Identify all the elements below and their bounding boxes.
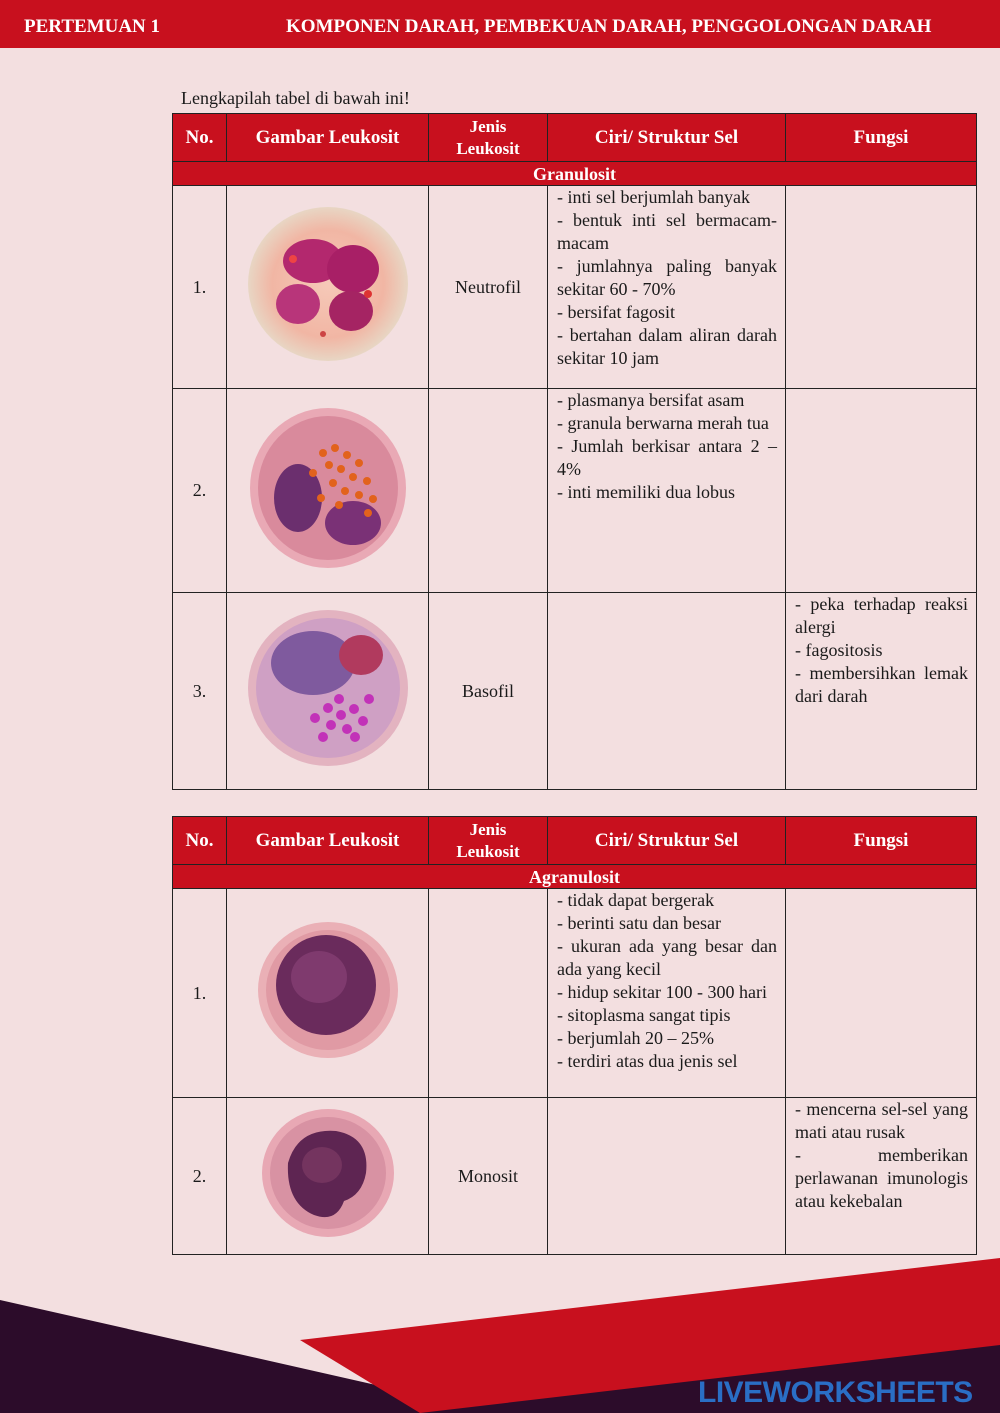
fungsi-input-cell[interactable] bbox=[786, 186, 977, 389]
col-no: No. bbox=[173, 817, 227, 865]
table-row bbox=[173, 889, 977, 1098]
lymphocyte-image bbox=[227, 889, 429, 1098]
leukocyte-type-input[interactable] bbox=[429, 389, 548, 593]
fungsi-input-cell[interactable] bbox=[786, 389, 977, 593]
ciri-cell: - inti sel berjumlah banyak - bentuk inti sel bermacam-macam - jumlahnya paling banyak sekitar 60 - 70% - bersifat fagosit - bertahan dalam aliran darah sekitar 10 jam bbox=[548, 186, 786, 389]
ciri-cell: - tidak dapat bergerak - berinti satu dan besar - ukuran ada yang besar dan ada yang kecil - hidup sekitar 100 - 300 hari - sitoplasma sangat tipis - berjumlah 20 – 25% - terdiri atas dua jenis sel bbox=[548, 889, 786, 1098]
page-header bbox=[0, 0, 1000, 48]
liveworksheets-logo: LIVEWORKSHEETS bbox=[698, 1376, 973, 1409]
fungsi-cell: - peka terhadap reaksi alergi - fagositosis - membersihkan lemak dari darah bbox=[786, 593, 977, 790]
fungsi-cell: - mencerna sel-sel yang mati atau rusak - memberikan perlawanan imunologis atau kekebalan bbox=[786, 1098, 977, 1255]
eosinophil-image bbox=[227, 389, 429, 593]
table-row bbox=[173, 389, 977, 593]
monocyte-image bbox=[227, 1098, 429, 1255]
leukocyte-type: Basofil bbox=[429, 593, 548, 790]
agranulosit-table bbox=[172, 816, 977, 1255]
fungsi-input-cell[interactable] bbox=[786, 889, 977, 1098]
group-label-granulosit: Granulosit bbox=[173, 162, 977, 186]
table-row bbox=[173, 593, 977, 790]
row-number: 3. bbox=[173, 593, 227, 790]
leukocyte-type: Monosit bbox=[429, 1098, 548, 1255]
row-number: 2. bbox=[173, 1098, 227, 1255]
row-number: 2. bbox=[173, 389, 227, 593]
ciri-input-cell[interactable] bbox=[548, 593, 786, 790]
instruction-text: Lengkapilah tabel di bawah ini! bbox=[181, 88, 410, 108]
col-fungsi: Fungsi bbox=[786, 114, 977, 162]
col-gambar: Gambar Leukosit bbox=[227, 114, 429, 162]
group-label-agranulosit: Agranulosit bbox=[173, 865, 977, 889]
neutrophil-image bbox=[227, 186, 429, 389]
leukocyte-type: Neutrofil bbox=[429, 186, 548, 389]
meeting-label: PERTEMUAN 1 bbox=[24, 16, 161, 37]
col-no: No. bbox=[173, 114, 227, 162]
col-ciri: Ciri/ Struktur Sel bbox=[548, 817, 786, 865]
topic-title: KOMPONEN DARAH, PEMBEKUAN DARAH, PENGGOLONGAN DARAH bbox=[286, 16, 932, 37]
basophil-image bbox=[227, 593, 429, 790]
ciri-cell: - plasmanya bersifat asam - granula berwarna merah tua - Jumlah berkisar antara 2 – 4% - inti memiliki dua lobus bbox=[548, 389, 786, 593]
col-jenis: Jenis Leukosit bbox=[429, 817, 548, 865]
table-row bbox=[173, 186, 977, 389]
table-header-row bbox=[173, 817, 977, 865]
col-ciri: Ciri/ Struktur Sel bbox=[548, 114, 786, 162]
table-header-row bbox=[173, 114, 977, 162]
granulosit-table bbox=[172, 113, 977, 790]
leukocyte-type-input[interactable] bbox=[429, 889, 548, 1098]
row-number: 1. bbox=[173, 889, 227, 1098]
row-number: 1. bbox=[173, 186, 227, 389]
col-jenis: Jenis Leukosit bbox=[429, 114, 548, 162]
table-row bbox=[173, 1098, 977, 1255]
col-gambar: Gambar Leukosit bbox=[227, 817, 429, 865]
col-fungsi: Fungsi bbox=[786, 817, 977, 865]
ciri-input-cell[interactable] bbox=[548, 1098, 786, 1255]
